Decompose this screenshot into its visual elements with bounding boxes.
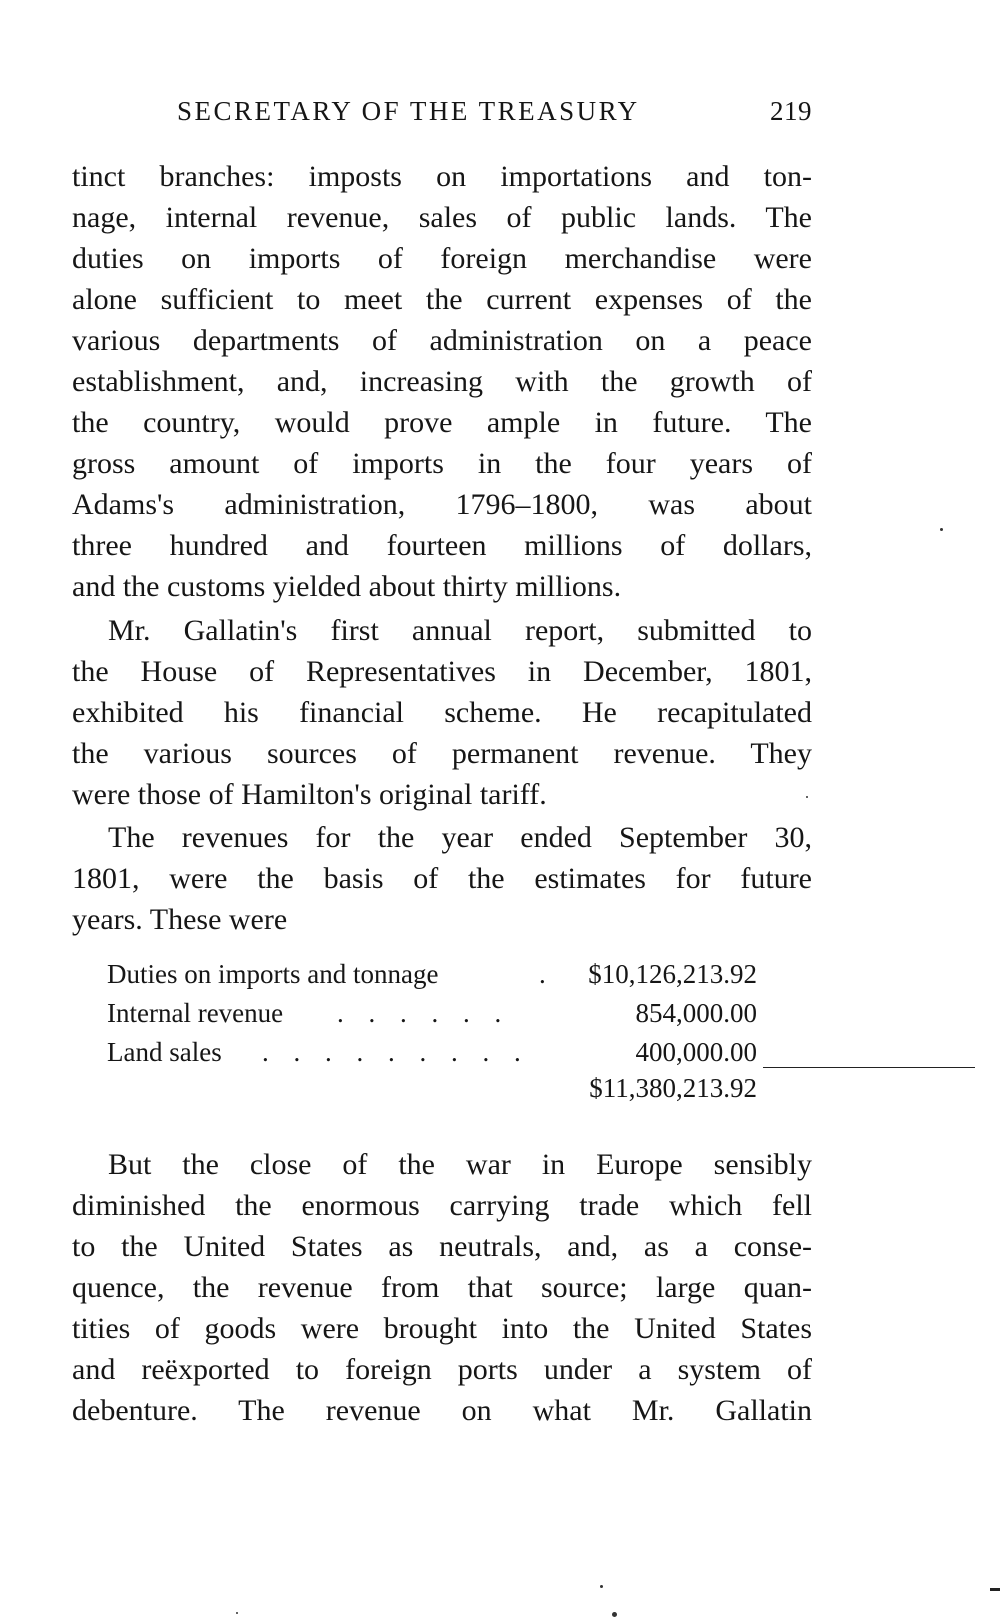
text-line: years. These were	[72, 903, 288, 936]
text-line: exhibited his financial scheme. He recapitulated	[72, 696, 812, 729]
text-line: Mr. Gallatin's first annual report, submitted to	[108, 614, 812, 647]
running-title: SECRETARY OF THE TREASURY	[177, 96, 640, 126]
text-line: various departments of administration on a peace	[72, 324, 812, 357]
text-line: to the United States as neutrals, and, as a conse-	[72, 1230, 812, 1263]
scan-edge-mark	[990, 1588, 1000, 1591]
revenue-label: Land sales	[107, 1037, 222, 1067]
text-line: nage, internal revenue, sales of public lands. The	[72, 201, 812, 234]
revenue-amount: $10,126,213.92	[588, 959, 757, 989]
scan-speck	[806, 796, 808, 798]
revenue-label: Internal revenue	[107, 998, 284, 1028]
text-line: The revenues for the year ended September 30,	[108, 821, 812, 854]
text-line: 1801, were the basis of the estimates for future	[72, 862, 812, 895]
revenue-amount: 854,000.00	[635, 998, 757, 1028]
text-line: establishment, and, increasing with the growth of	[72, 365, 812, 398]
revenue-row	[107, 1033, 787, 1072]
text-line: tinct branches: imposts on importations and ton-	[72, 160, 812, 193]
leader-dots: . . . . . .	[337, 998, 511, 1028]
text-line: and reëxported to foreign ports under a system of	[72, 1353, 812, 1386]
text-line: debenture. The revenue on what Mr. Gallatin	[72, 1394, 812, 1427]
scan-speck	[236, 1612, 238, 1614]
paragraph-revenues	[72, 817, 812, 940]
leader-dots: . . . . . . . . .	[262, 1037, 530, 1067]
text-line: duties on imports of foreign merchandise were	[72, 242, 812, 275]
text-line: the House of Representatives in December, 1801,	[72, 655, 812, 688]
revenue-row	[107, 955, 787, 994]
text-line: were those of Hamilton's original tariff.	[72, 778, 547, 811]
scan-speck	[612, 1612, 617, 1617]
scan-speck	[600, 1585, 603, 1588]
text-line: alone sufficient to meet the current expenses of the	[72, 283, 812, 316]
text-line: Adams's administration, 1796–1800, was about	[72, 488, 812, 521]
scan-speck	[940, 528, 943, 531]
text-line: quence, the revenue from that source; large quan-	[72, 1271, 812, 1304]
text-line: But the close of the war in Europe sensibly	[108, 1148, 812, 1181]
total-rule	[763, 1067, 975, 1068]
paragraph-gallatin-report	[72, 610, 812, 815]
revenue-label: Duties on imports and tonnage	[107, 959, 439, 989]
text-line: tities of goods were brought into the United States	[72, 1312, 812, 1345]
revenue-row	[107, 994, 787, 1033]
text-line: diminished the enormous carrying trade which fell	[72, 1189, 812, 1222]
text-line: gross amount of imports in the four years of	[72, 447, 812, 480]
leader-dots: .	[539, 959, 555, 989]
text-line: three hundred and fourteen millions of dollars,	[72, 529, 812, 562]
revenue-total: $11,380,213.92	[589, 1073, 757, 1103]
revenue-amount: 400,000.00	[635, 1037, 757, 1067]
page-number: 219	[770, 96, 812, 126]
revenue-table	[107, 955, 787, 1072]
text-line: the various sources of permanent revenue. They	[72, 737, 812, 770]
text-line: the country, would prove ample in future. The	[72, 406, 812, 439]
text-line: and the customs yielded about thirty millions.	[72, 570, 622, 603]
paragraph-continuation	[72, 156, 812, 607]
paragraph-close-of-war	[72, 1144, 812, 1431]
running-head	[72, 96, 812, 136]
